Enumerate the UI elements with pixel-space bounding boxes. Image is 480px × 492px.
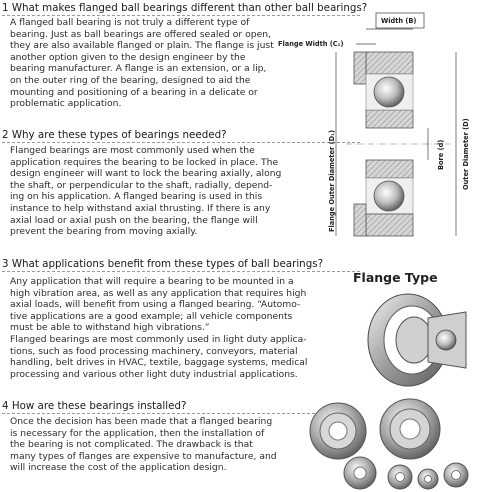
outer-ring-bottom [366,214,413,236]
flange-type-title: Flange Type [353,270,438,285]
answer-line: Once the decision has been made that a flanged bearing [10,416,273,427]
question-1: 1 What makes flanged ball bearings different than other ball bearings? [2,2,368,14]
answer-line: processing and various other light duty industrial applications. [10,368,298,380]
answer-line: the shaft, or perpendicular to the shaft, radially, depend- [10,179,273,191]
flange-top [354,52,366,84]
answer-line: they are also available flanged or plain. The flange is just [10,40,274,52]
answer-line: Flanged bearings are most commonly used in light duty applica- [10,333,307,345]
answer-line: design engineer will want to lock the bearing axially, along [10,168,282,180]
inner-ring-top [366,110,413,128]
answer-line: problematic application. [10,98,122,110]
answer-line: tions, such as food processing machinery, conveyors, material [10,345,298,357]
flange-bottom [354,204,366,236]
answer-line: Flanged bearings are most commonly used when the [10,145,255,156]
bearing-small-2 [388,465,412,489]
ball-bottom-icon [374,181,404,211]
question-4: 4 How are these bearings installed? [2,400,187,412]
answer-line: axial load or axial push on the bearing, the flange will [10,214,258,226]
bearing-large-left [310,403,366,459]
answer-line: the bearing is not complicated. The drawback is that [10,439,253,451]
answer-line: bearing manufacturer. A flange is an extension, or a lip, [10,63,267,75]
width-label: Width (B) [381,17,417,25]
flange-type-image [358,288,480,390]
answer-line: ing on his application. A flanged bearing is used in this [10,191,263,203]
question-3: 3 What applications benefit from these types of ball bearings? [2,258,324,270]
answer-line: high vibration area, as well as any application that requires high [10,287,307,299]
answer-line: Any application that will require a bearing to be mounted in a [10,276,294,287]
answer-2 [10,145,281,238]
flange-width-label: Flange Width (C₁) [278,40,344,48]
question-2: 2 Why are these types of bearings needed? [2,129,227,141]
od-label: Outer Diameter (D) [462,118,470,190]
bearings-photo [296,395,480,492]
flange-ring-bore [396,317,432,363]
bore-label: Bore (d) [437,139,445,170]
answer-3 [10,276,307,380]
bearing-cross-section-diagram [268,0,480,262]
bearing-large-right [380,399,440,459]
outer-ring-top [366,52,413,74]
answer-line: bearing. Just as ball bearings are offered sealed or open, [10,28,271,40]
answer-1 [10,17,274,110]
inner-ring-bottom [366,160,413,178]
answer-line: will increase the cost of the application design. [10,462,227,474]
bearing-small-1 [344,457,376,489]
ball-top-icon [374,77,404,107]
answer-line: application requires the bearing to be locked in place. The [10,156,279,168]
answer-4 [10,416,277,474]
answer-line: must be able to withstand high vibrations.” [10,322,210,334]
divider [2,271,360,272]
bearing-small-3 [418,469,438,489]
flange-od-label: Flange Outer Diameter (D₁) [328,130,336,232]
answer-line: tive applications are a good example; all vehicle components [10,310,293,322]
answer-line: axial loads, will benefit from using a flanged bearing. “Automo- [10,299,301,311]
answer-line: A flanged ball bearing is not truly a different type of [10,17,250,28]
answer-line: mounting and positioning of a bearing in a delicate or [10,86,258,98]
answer-line: on the outer ring of the bearing, designed to aid the [10,74,251,86]
answer-line: handling, belt drives in HVAC, textile, baggage systems, medical [10,357,308,369]
flange-ball-icon [436,330,456,350]
answer-line: many types of flanges are expensive to manufacture, and [10,450,277,462]
bearing-small-4 [444,463,468,487]
answer-line: instance to help withstand axial thrusting. If there is any [10,202,271,214]
answer-line: another option given to the design engineer by the [10,51,246,63]
answer-line: prevent the bearing from moving axially. [10,226,198,238]
answer-line: is necessary for the application, then the installation of [10,427,265,439]
